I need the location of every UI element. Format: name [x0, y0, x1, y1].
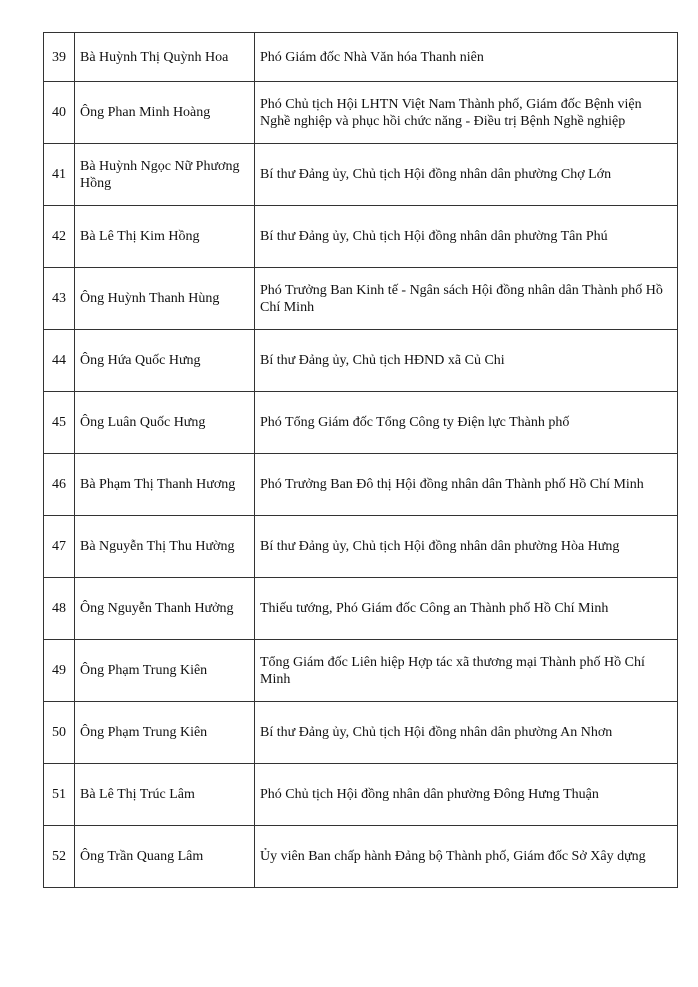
delegate-table — [43, 32, 678, 888]
row-number: 41 — [44, 144, 75, 206]
delegate-name: Bà Huỳnh Thị Quỳnh Hoa — [75, 33, 255, 82]
delegate-name: Ông Trần Quang Lâm — [75, 826, 255, 888]
delegate-name: Bà Nguyễn Thị Thu Hường — [75, 516, 255, 578]
row-number: 47 — [44, 516, 75, 578]
delegate-position: Phó Chủ tịch Hội LHTN Việt Nam Thành phố, Giám đốc Bệnh viện Nghề nghiệp và phục hồi chức năng - Điều trị Bệnh Nghề nghiệp — [255, 82, 678, 144]
row-number: 40 — [44, 82, 75, 144]
table-row — [44, 33, 678, 82]
row-number: 39 — [44, 33, 75, 82]
row-number: 50 — [44, 702, 75, 764]
row-number: 42 — [44, 206, 75, 268]
delegate-position: Bí thư Đảng ủy, Chủ tịch Hội đồng nhân dân phường Hòa Hưng — [255, 516, 678, 578]
row-number: 51 — [44, 764, 75, 826]
delegate-name: Ông Luân Quốc Hưng — [75, 392, 255, 454]
table-row — [44, 144, 678, 206]
table-row — [44, 330, 678, 392]
row-number: 45 — [44, 392, 75, 454]
delegate-name: Ông Huỳnh Thanh Hùng — [75, 268, 255, 330]
table-row — [44, 206, 678, 268]
delegate-position: Tổng Giám đốc Liên hiệp Hợp tác xã thương mại Thành phố Hồ Chí Minh — [255, 640, 678, 702]
delegate-name: Bà Lê Thị Trúc Lâm — [75, 764, 255, 826]
table-row — [44, 392, 678, 454]
delegate-name: Ông Phan Minh Hoàng — [75, 82, 255, 144]
delegate-position: Ủy viên Ban chấp hành Đảng bộ Thành phố, Giám đốc Sở Xây dựng — [255, 826, 678, 888]
row-number: 43 — [44, 268, 75, 330]
delegate-name: Ông Hứa Quốc Hưng — [75, 330, 255, 392]
delegate-position: Bí thư Đảng ủy, Chủ tịch Hội đồng nhân dân phường An Nhơn — [255, 702, 678, 764]
row-number: 52 — [44, 826, 75, 888]
table-row — [44, 702, 678, 764]
delegate-position: Phó Chủ tịch Hội đồng nhân dân phường Đông Hưng Thuận — [255, 764, 678, 826]
delegate-table-body — [44, 33, 678, 888]
delegate-name: Bà Phạm Thị Thanh Hương — [75, 454, 255, 516]
table-row — [44, 640, 678, 702]
table-row — [44, 578, 678, 640]
delegate-position: Bí thư Đảng ủy, Chủ tịch Hội đồng nhân dân phường Chợ Lớn — [255, 144, 678, 206]
row-number: 48 — [44, 578, 75, 640]
table-row — [44, 764, 678, 826]
delegate-name: Bà Lê Thị Kim Hồng — [75, 206, 255, 268]
table-row — [44, 82, 678, 144]
delegate-position: Thiếu tướng, Phó Giám đốc Công an Thành phố Hồ Chí Minh — [255, 578, 678, 640]
delegate-position: Phó Trưởng Ban Kinh tế - Ngân sách Hội đồng nhân dân Thành phố Hồ Chí Minh — [255, 268, 678, 330]
row-number: 44 — [44, 330, 75, 392]
delegate-position: Phó Trưởng Ban Đô thị Hội đồng nhân dân Thành phố Hồ Chí Minh — [255, 454, 678, 516]
delegate-position: Phó Tổng Giám đốc Tổng Công ty Điện lực Thành phố — [255, 392, 678, 454]
delegate-position: Bí thư Đảng ủy, Chủ tịch HĐND xã Củ Chi — [255, 330, 678, 392]
delegate-position: Bí thư Đảng ủy, Chủ tịch Hội đồng nhân dân phường Tân Phú — [255, 206, 678, 268]
table-row — [44, 454, 678, 516]
delegate-name: Ông Phạm Trung Kiên — [75, 702, 255, 764]
delegate-name: Ông Phạm Trung Kiên — [75, 640, 255, 702]
delegate-name: Ông Nguyễn Thanh Hưởng — [75, 578, 255, 640]
delegate-position: Phó Giám đốc Nhà Văn hóa Thanh niên — [255, 33, 678, 82]
row-number: 49 — [44, 640, 75, 702]
table-row — [44, 826, 678, 888]
table-row — [44, 516, 678, 578]
delegate-name: Bà Huỳnh Ngọc Nữ Phương Hồng — [75, 144, 255, 206]
table-row — [44, 268, 678, 330]
row-number: 46 — [44, 454, 75, 516]
